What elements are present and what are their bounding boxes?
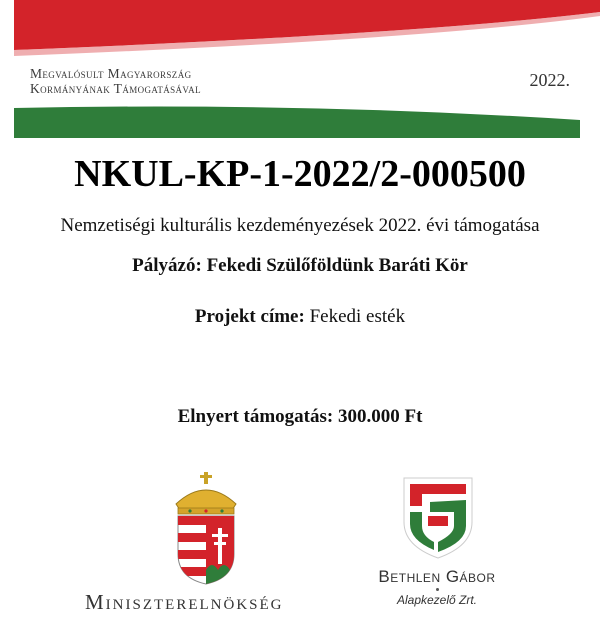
header-banner bbox=[0, 0, 600, 140]
applicant-label: Pályázó: bbox=[132, 255, 202, 276]
bethlen-name: Bethlen Gábor bbox=[378, 567, 496, 586]
project-title-label: Projekt címe: bbox=[194, 306, 305, 327]
banner-title-line1: Megvalósult Magyarország bbox=[30, 66, 192, 81]
banner-title-line2: Kormányának Támogatásával bbox=[30, 81, 201, 96]
banner-year: 2022. bbox=[529, 70, 570, 90]
program-name: Nemzetiségi kulturális kezdeményezések 2022. évi támogatása bbox=[60, 215, 540, 236]
award-line bbox=[0, 406, 600, 428]
separator-dot bbox=[436, 588, 439, 591]
project-id: NKUL-KP-1-2022/2-000500 bbox=[74, 153, 526, 195]
hungarian-coat-of-arms-icon bbox=[160, 470, 252, 586]
award-label: Elnyert támogatás: bbox=[177, 406, 334, 427]
project-title-line bbox=[0, 306, 600, 328]
bethlen-subtitle: Alapkezelő Zrt. bbox=[396, 593, 478, 607]
award-value: 300.000 Ft bbox=[337, 406, 423, 427]
applicant-value: Fekedi Szülőföldünk Baráti Kör bbox=[206, 255, 468, 276]
banner-title bbox=[30, 66, 201, 96]
project-title-value: Fekedi esték bbox=[309, 306, 406, 327]
ministry-name: Miniszterelnökség bbox=[85, 590, 284, 614]
bethlen-gabor-shield-icon bbox=[400, 472, 476, 560]
applicant-line bbox=[0, 255, 600, 277]
